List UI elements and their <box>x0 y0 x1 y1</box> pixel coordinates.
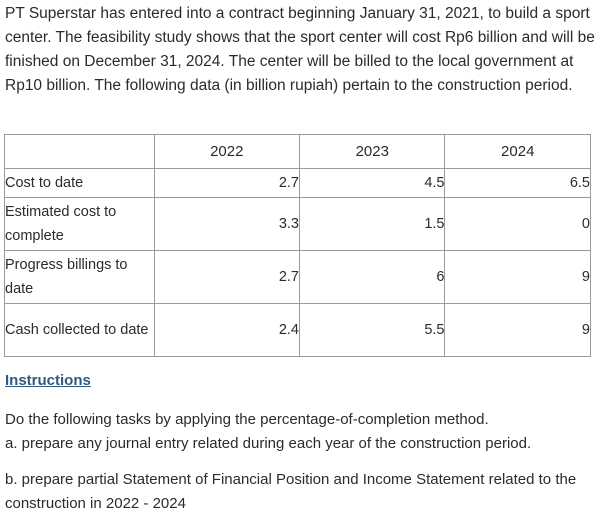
cell-value: 1.5 <box>300 198 445 251</box>
table-row-cash-collected <box>5 304 591 357</box>
cell-value: 6.5 <box>445 169 591 198</box>
cell-value: 3.3 <box>154 198 299 251</box>
task-b: b. prepare partial Statement of Financial Position and Income Statement related to the construction in 2022 - 2024 <box>5 471 577 512</box>
construction-data-table <box>4 134 591 357</box>
cell-value: 6 <box>300 251 445 304</box>
table-row-estimated-cost <box>5 198 591 251</box>
cell-value: 0 <box>445 198 591 251</box>
year-header-2023: 2023 <box>300 135 445 169</box>
table-row-cost-to-date <box>5 169 591 198</box>
row-label: Cash collected to date <box>5 304 155 357</box>
row-label: Estimated cost to complete <box>5 198 155 251</box>
cell-value: 2.7 <box>154 169 299 198</box>
cell-value: 2.7 <box>154 251 299 304</box>
table-row-progress-billings <box>5 251 591 304</box>
table-header-row <box>5 135 591 169</box>
year-header-2024: 2024 <box>445 135 591 169</box>
cell-value: 9 <box>445 251 591 304</box>
year-header-2022: 2022 <box>154 135 299 169</box>
row-label: Cost to date <box>5 169 155 198</box>
instructions-intro: Do the following tasks by applying the percentage-of-completion method. <box>5 411 489 428</box>
instructions-heading: Instructions <box>5 372 91 389</box>
cell-value: 9 <box>445 304 591 357</box>
cell-value: 2.4 <box>154 304 299 357</box>
task-a: a. prepare any journal entry related during each year of the construction period. <box>5 435 532 452</box>
problem-statement: PT Superstar has entered into a contract beginning January 31, 2021, to build a sport center. The feasibility study shows that the sport center will cost Rp6 billion and will be finished on December 31, 2024. The center will be billed to the local government at Rp10 billion. The following data (in billion rupiah) pertain to the construction period. <box>5 5 595 94</box>
cell-value: 5.5 <box>300 304 445 357</box>
cell-value: 4.5 <box>300 169 445 198</box>
header-blank-cell <box>5 135 155 169</box>
row-label: Progress billings to date <box>5 251 155 304</box>
